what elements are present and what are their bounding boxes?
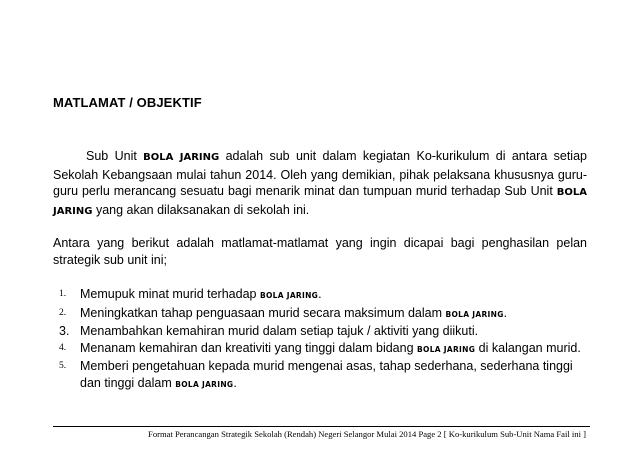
intro-text-1: Sub Unit	[86, 149, 144, 163]
list-item-text: Meningkatkan tahap penguasaan murid secara maksimum dalam	[80, 305, 446, 320]
list-number: 3.	[59, 324, 70, 338]
list-item	[53, 286, 593, 305]
list-number: 5.	[59, 361, 67, 371]
objectives-list	[53, 286, 593, 393]
list-item	[53, 323, 593, 340]
keyword-bola-jaring: BOLA JARING	[445, 309, 504, 319]
list-item-text: Menanam kemahiran dan kreativiti yang tinggi dalam bidang	[80, 340, 417, 355]
list-item	[53, 305, 593, 324]
list-item-punct: .	[503, 305, 508, 320]
list-item-text: Memberi pengetahuan kepada murid mengenai asas, tahap sederhana, sederhana tinggi dan tinggi dalam	[80, 359, 573, 390]
list-item	[53, 340, 593, 359]
keyword-bola-jaring: BOLA JARING	[175, 379, 234, 389]
list-item-text: Memupuk minat murid terhadap	[80, 287, 260, 301]
keyword-bola-jaring: BOLA JARING	[259, 291, 319, 300]
list-item	[53, 358, 593, 393]
intro-text-2: adalah sub unit dalam kegiatan Ko-kurikulum di antara setiap Sekolah Kebangsaan mulai tahun 2014. Oleh yang demikian, pihak pelaksana khususnya guru-guru perlu merancang sesuatu bagi menarik minat dan tumpuan murid terhadap Sub Unit	[53, 149, 587, 198]
list-item-punct: .	[233, 375, 237, 390]
keyword-bola-jaring: BOLA JARING	[143, 152, 220, 163]
footer-divider	[53, 426, 590, 427]
list-item-text: Menambahkan kemahiran murid dalam setiap tajuk / aktiviti yang diikuti.	[80, 324, 479, 338]
keyword-bola-jaring: BOLA JARING	[53, 187, 587, 217]
list-number: 4.	[59, 342, 67, 353]
objectives-intro-paragraph: Antara yang berikut adalah matlamat-matlamat yang ingin dicapai bagi penghasilan pelan strategik sub unit ini;	[53, 236, 587, 267]
intro-paragraph	[53, 148, 587, 220]
list-number: 1.	[59, 289, 67, 299]
page-footer: Format Perancangan Strategik Sekolah (Rendah) Negeri Selangor Mulai 2014 Page 2 [ Ko-kurikulum Sub-Unit Nama Fail ini ]	[148, 429, 586, 439]
intro-text-3: yang akan dilaksanakan di sekolah ini.	[92, 202, 310, 217]
list-number: 2.	[59, 307, 67, 318]
list-item-text: di kalangan murid.	[475, 340, 581, 355]
section-heading: MATLAMAT / OBJEKTIF	[53, 95, 202, 110]
list-item-punct: .	[318, 287, 322, 301]
keyword-bola-jaring: BOLA JARING	[417, 344, 476, 354]
